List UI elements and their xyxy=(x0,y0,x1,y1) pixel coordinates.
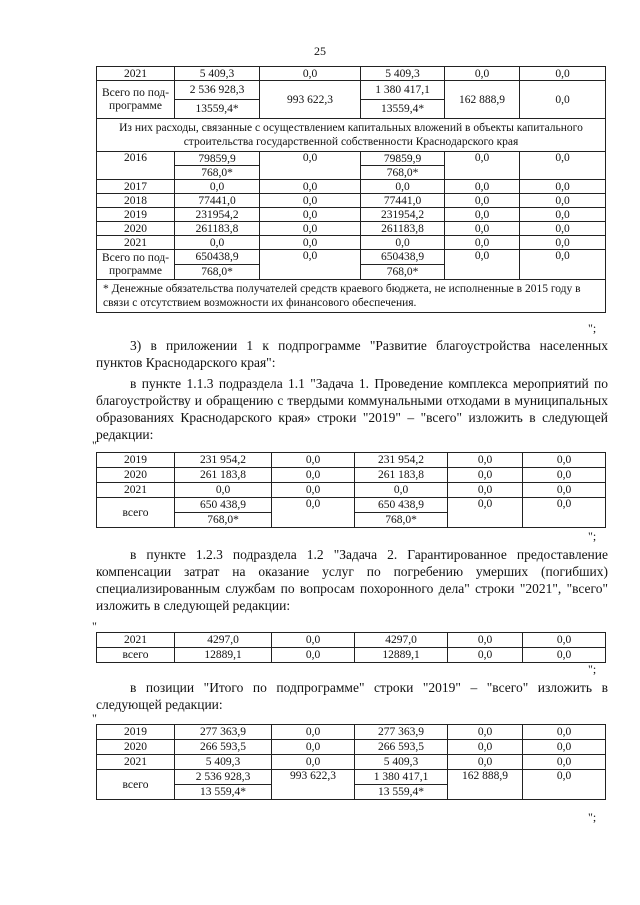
cell: 0,0 xyxy=(448,453,523,468)
cell: 277 363,9 xyxy=(175,725,272,740)
cell: 162 888,9 xyxy=(448,770,523,800)
table-row xyxy=(97,725,606,740)
table-row xyxy=(97,236,606,250)
cell: 0,0 xyxy=(445,208,520,222)
quote-open: " xyxy=(92,619,97,633)
cell: 0,0 xyxy=(272,483,355,498)
cell: 77441,0 xyxy=(361,194,445,208)
cell: 0,0 xyxy=(448,648,523,663)
cell: 0,0 xyxy=(445,250,520,280)
cell: 266 593,5 xyxy=(175,740,272,755)
cell: 13559,4* xyxy=(361,100,445,119)
cell: 0,0 xyxy=(523,633,606,648)
cell: 4297,0 xyxy=(175,633,272,648)
cell: 0,0 xyxy=(520,250,606,280)
cell: 0,0 xyxy=(272,453,355,468)
cell: 0,0 xyxy=(448,725,523,740)
cell: 5 409,3 xyxy=(175,755,272,770)
cell: 5 409,3 xyxy=(355,755,448,770)
cell: 2019 xyxy=(97,453,175,468)
quote-open: " xyxy=(92,711,97,725)
table-row xyxy=(97,67,606,81)
quote-close: "; xyxy=(588,810,597,824)
cell: 0,0 xyxy=(445,222,520,236)
cell: 993 622,3 xyxy=(260,81,361,119)
cell: 0,0 xyxy=(520,67,606,81)
cell: 0,0 xyxy=(272,648,355,663)
cell: 0,0 xyxy=(523,770,606,800)
table-row xyxy=(97,648,606,663)
cell: 768,0* xyxy=(175,513,272,528)
cell: 13 559,4* xyxy=(355,785,448,800)
cell: 768,0* xyxy=(175,166,260,180)
paragraph: в пункте 1.2.3 подраздела 1.2 "Задача 2. Гарантированное предоставление компенсации затрат на оказание услуг по погребению умерших (погибших) специализированным службам по вопросам похоронного дела" строки "2021", "всего" изложить в следующей редакции: xyxy=(96,547,608,613)
cell: 2 536 928,3 xyxy=(175,81,260,100)
cell: 0,0 xyxy=(361,180,445,194)
cell: 0,0 xyxy=(272,468,355,483)
cell: 0,0 xyxy=(272,498,355,528)
cell: 0,0 xyxy=(355,483,448,498)
table-subprogram-total xyxy=(96,724,606,800)
cell: 768,0* xyxy=(361,265,445,280)
cell: 79859,9 xyxy=(175,152,260,166)
cell: 0,0 xyxy=(175,180,260,194)
cell: 231 954,2 xyxy=(175,453,272,468)
table-row xyxy=(97,152,606,166)
cell: 0,0 xyxy=(523,468,606,483)
row-label: Всего по под-программе xyxy=(97,81,175,119)
cell: 0,0 xyxy=(523,483,606,498)
section-subheader: Из них расходы, связанные с осуществлением капитальных вложений в объекты капитального строительства государственной собственности Краснодарского края xyxy=(97,119,606,152)
cell: 2020 xyxy=(97,468,175,483)
table-subprogram-totals xyxy=(96,66,606,313)
cell: 231954,2 xyxy=(361,208,445,222)
table-row xyxy=(97,740,606,755)
row-label: всего xyxy=(97,498,175,528)
table-row xyxy=(97,483,606,498)
cell: 0,0 xyxy=(448,633,523,648)
cell: 79859,9 xyxy=(361,152,445,166)
cell: 0,0 xyxy=(520,152,606,180)
cell: 768,0* xyxy=(175,265,260,280)
table-row xyxy=(97,119,606,152)
cell: 0,0 xyxy=(260,222,361,236)
cell: 231954,2 xyxy=(175,208,260,222)
cell: 650438,9 xyxy=(361,250,445,265)
cell: 266 593,5 xyxy=(355,740,448,755)
table-task2 xyxy=(96,632,606,663)
cell: 0,0 xyxy=(520,81,606,119)
cell: 0,0 xyxy=(523,725,606,740)
cell: 2 536 928,3 xyxy=(175,770,272,785)
paragraph: в позиции "Итого по подпрограмме" строки "2019" – "всего" изложить в следующей редакции: xyxy=(96,680,608,712)
table-row xyxy=(97,208,606,222)
cell: 2021 xyxy=(97,755,175,770)
cell: 2020 xyxy=(97,740,175,755)
table-row xyxy=(97,180,606,194)
cell: 0,0 xyxy=(523,453,606,468)
table-row xyxy=(97,250,606,265)
table-row xyxy=(97,194,606,208)
cell: 650 438,9 xyxy=(175,498,272,513)
cell: 2018 xyxy=(97,194,175,208)
table-row xyxy=(97,755,606,770)
table-row xyxy=(97,222,606,236)
cell: 650438,9 xyxy=(175,250,260,265)
cell: 0,0 xyxy=(445,180,520,194)
cell: 12889,1 xyxy=(175,648,272,663)
cell: 5 409,3 xyxy=(175,67,260,81)
paragraph: 3) в приложении 1 к подпрограмме "Развитие благоустройства населенных пунктов Краснодарского края": xyxy=(96,338,608,370)
cell: 261183,8 xyxy=(175,222,260,236)
cell: 0,0 xyxy=(260,152,361,180)
cell: 13559,4* xyxy=(175,100,260,119)
cell: 0,0 xyxy=(445,236,520,250)
cell: 0,0 xyxy=(448,468,523,483)
table-row xyxy=(97,498,606,513)
cell: 0,0 xyxy=(448,755,523,770)
cell: 0,0 xyxy=(260,236,361,250)
table-row xyxy=(97,633,606,648)
cell: 5 409,3 xyxy=(361,67,445,81)
table-row xyxy=(97,468,606,483)
cell: 261183,8 xyxy=(361,222,445,236)
footnote: * Денежные обязательства получателей средств краевого бюджета, не исполненные в 2015 году в связи с отсутствием возможности их финансового обеспечения. xyxy=(97,280,606,313)
cell: 0,0 xyxy=(272,740,355,755)
cell: 0,0 xyxy=(520,208,606,222)
quote-close: "; xyxy=(588,321,597,335)
cell: 2021 xyxy=(97,483,175,498)
cell: 0,0 xyxy=(520,180,606,194)
cell: 261 183,8 xyxy=(355,468,448,483)
cell: 650 438,9 xyxy=(355,498,448,513)
cell: 0,0 xyxy=(175,483,272,498)
cell: 768,0* xyxy=(361,166,445,180)
quote-close: "; xyxy=(588,662,597,676)
cell: 162 888,9 xyxy=(445,81,520,119)
paragraph: в пункте 1.1.3 подраздела 1.1 "Задача 1. Проведение комплекса мероприятий по благоустройству и обращению с твердыми коммунальными отходами в муниципальных образованиях Краснодарского края» строки "2019" – "всего" изложить в следующей редакции: xyxy=(96,376,608,442)
cell: 2021 xyxy=(97,633,175,648)
cell: 0,0 xyxy=(445,152,520,180)
quote-open: " xyxy=(92,438,97,452)
cell: 4297,0 xyxy=(355,633,448,648)
table-row xyxy=(97,453,606,468)
cell: 2019 xyxy=(97,208,175,222)
cell: 0,0 xyxy=(448,483,523,498)
cell: 1 380 417,1 xyxy=(355,770,448,785)
cell: 0,0 xyxy=(260,67,361,81)
cell: 0,0 xyxy=(520,194,606,208)
cell: 0,0 xyxy=(520,236,606,250)
cell: 2021 xyxy=(97,236,175,250)
cell: 1 380 417,1 xyxy=(361,81,445,100)
cell: 0,0 xyxy=(523,648,606,663)
cell: 13 559,4* xyxy=(175,785,272,800)
cell: 0,0 xyxy=(445,67,520,81)
page-number: 25 xyxy=(314,44,326,58)
cell: 77441,0 xyxy=(175,194,260,208)
row-label: всего xyxy=(97,770,175,800)
cell: 0,0 xyxy=(175,236,260,250)
cell: 2016 xyxy=(97,152,175,180)
cell: 993 622,3 xyxy=(272,770,355,800)
cell: 2021 xyxy=(97,67,175,81)
cell: 0,0 xyxy=(523,755,606,770)
cell: 768,0* xyxy=(355,513,448,528)
cell: 0,0 xyxy=(272,633,355,648)
cell: 2020 xyxy=(97,222,175,236)
table-row xyxy=(97,770,606,785)
cell: 0,0 xyxy=(260,194,361,208)
cell: 0,0 xyxy=(260,208,361,222)
cell: 231 954,2 xyxy=(355,453,448,468)
row-label: Всего по под-программе xyxy=(97,250,175,280)
cell: 277 363,9 xyxy=(355,725,448,740)
quote-close: "; xyxy=(588,529,597,543)
cell: 0,0 xyxy=(523,740,606,755)
cell: 0,0 xyxy=(523,498,606,528)
cell: 261 183,8 xyxy=(175,468,272,483)
cell: 0,0 xyxy=(260,180,361,194)
cell: 0,0 xyxy=(260,250,361,280)
cell: 0,0 xyxy=(272,755,355,770)
cell: 2017 xyxy=(97,180,175,194)
cell: 12889,1 xyxy=(355,648,448,663)
cell: 0,0 xyxy=(272,725,355,740)
cell: всего xyxy=(97,648,175,663)
table-task1 xyxy=(96,452,606,528)
cell: 0,0 xyxy=(361,236,445,250)
cell: 0,0 xyxy=(448,740,523,755)
table-row xyxy=(97,280,606,313)
cell: 0,0 xyxy=(445,194,520,208)
cell: 0,0 xyxy=(448,498,523,528)
table-row xyxy=(97,81,606,100)
cell: 2019 xyxy=(97,725,175,740)
cell: 0,0 xyxy=(520,222,606,236)
